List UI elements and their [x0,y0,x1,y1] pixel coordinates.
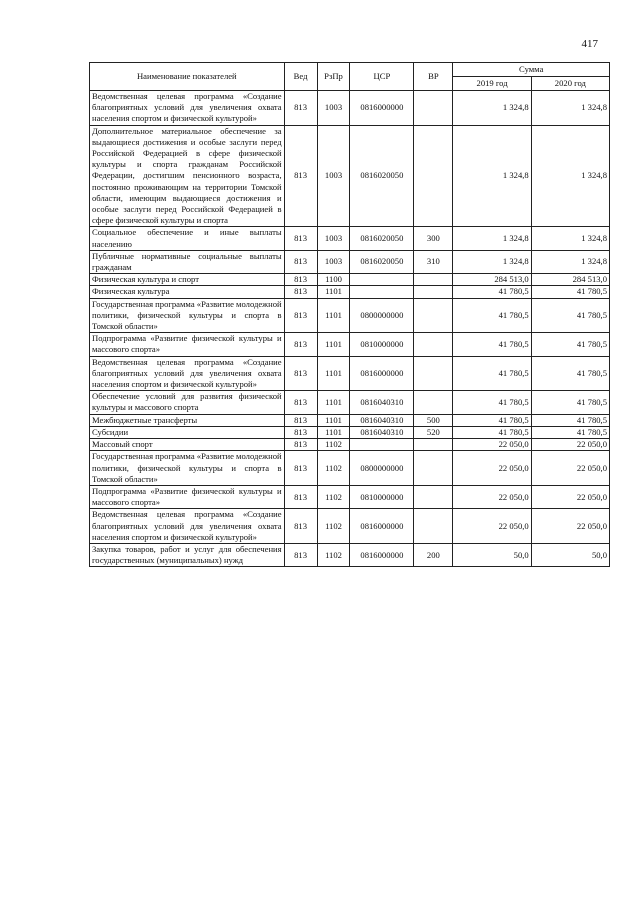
cell-vr [414,286,453,298]
cell-sum-2020: 1 324,8 [531,250,609,273]
cell-csr: 0816020050 [350,125,414,227]
cell-ved: 813 [284,250,317,273]
cell-sum-2019: 41 780,5 [453,414,531,426]
cell-name: Подпрограмма «Развитие физической культуры и массового спорта» [90,485,285,508]
cell-vr: 300 [414,227,453,250]
cell-rzpr: 1102 [317,543,350,566]
cell-ved: 813 [284,125,317,227]
cell-ved: 813 [284,333,317,356]
cell-csr: 0816040310 [350,414,414,426]
table-row [90,356,610,391]
cell-rzpr: 1102 [317,451,350,486]
cell-ved: 813 [284,227,317,250]
header-2019: 2019 год [453,77,531,91]
cell-csr: 0816020050 [350,227,414,250]
cell-vr: 200 [414,543,453,566]
cell-vr [414,298,453,333]
cell-vr [414,509,453,544]
cell-sum-2020: 22 050,0 [531,439,609,451]
cell-rzpr: 1101 [317,426,350,438]
cell-name: Государственная программа «Развитие молодежной политики, физической культуры и спорта в Томской области» [90,451,285,486]
cell-sum-2020: 41 780,5 [531,333,609,356]
cell-ved: 813 [284,391,317,414]
cell-csr: 0816000000 [350,356,414,391]
cell-sum-2019: 41 780,5 [453,298,531,333]
cell-vr [414,391,453,414]
cell-sum-2020: 50,0 [531,543,609,566]
cell-sum-2019: 41 780,5 [453,356,531,391]
cell-vr: 500 [414,414,453,426]
cell-csr [350,439,414,451]
cell-ved: 813 [284,451,317,486]
cell-ved: 813 [284,426,317,438]
cell-name: Обеспечение условий для развития физической культуры и массового спорта [90,391,285,414]
table-row [90,391,610,414]
header-csr: ЦСР [350,63,414,91]
cell-sum-2020: 41 780,5 [531,356,609,391]
cell-name: Субсидии [90,426,285,438]
cell-rzpr: 1101 [317,356,350,391]
cell-rzpr: 1101 [317,286,350,298]
cell-name: Социальное обеспечение и иные выплаты населению [90,227,285,250]
cell-sum-2019: 22 050,0 [453,485,531,508]
cell-sum-2020: 284 513,0 [531,274,609,286]
cell-sum-2019: 284 513,0 [453,274,531,286]
cell-sum-2019: 41 780,5 [453,333,531,356]
cell-name: Закупка товаров, работ и услуг для обеспечения государственных (муниципальных) нужд [90,543,285,566]
cell-ved: 813 [284,543,317,566]
cell-ved: 813 [284,91,317,126]
cell-sum-2019: 1 324,8 [453,227,531,250]
table-row [90,439,610,451]
table-row [90,543,610,566]
cell-sum-2020: 1 324,8 [531,91,609,126]
table-row [90,125,610,227]
cell-sum-2019: 41 780,5 [453,426,531,438]
table-row [90,286,610,298]
header-rzpr: РзПр [317,63,350,91]
cell-vr [414,125,453,227]
cell-rzpr: 1003 [317,250,350,273]
header-ved: Вед [284,63,317,91]
cell-vr: 310 [414,250,453,273]
cell-sum-2019: 1 324,8 [453,250,531,273]
cell-name: Массовый спорт [90,439,285,451]
cell-csr: 0816040310 [350,426,414,438]
cell-csr: 0816020050 [350,250,414,273]
cell-sum-2020: 22 050,0 [531,509,609,544]
cell-sum-2019: 41 780,5 [453,391,531,414]
table-row [90,509,610,544]
cell-sum-2019: 22 050,0 [453,509,531,544]
cell-rzpr: 1102 [317,485,350,508]
table-row [90,414,610,426]
cell-ved: 813 [284,286,317,298]
cell-csr: 0800000000 [350,298,414,333]
cell-ved: 813 [284,356,317,391]
cell-ved: 813 [284,439,317,451]
table-row [90,91,610,126]
cell-vr: 520 [414,426,453,438]
cell-rzpr: 1003 [317,227,350,250]
cell-sum-2020: 22 050,0 [531,485,609,508]
cell-rzpr: 1102 [317,509,350,544]
cell-name: Физическая культура [90,286,285,298]
cell-rzpr: 1101 [317,333,350,356]
budget-table [89,62,610,567]
cell-sum-2020: 41 780,5 [531,391,609,414]
cell-rzpr: 1100 [317,274,350,286]
cell-sum-2020: 41 780,5 [531,286,609,298]
cell-ved: 813 [284,485,317,508]
cell-vr [414,451,453,486]
table-row [90,451,610,486]
cell-name: Межбюджетные трансферты [90,414,285,426]
table-row [90,426,610,438]
table-row [90,274,610,286]
cell-sum-2019: 22 050,0 [453,439,531,451]
cell-csr: 0810000000 [350,485,414,508]
cell-csr: 0816000000 [350,509,414,544]
cell-vr [414,333,453,356]
cell-csr: 0816000000 [350,91,414,126]
cell-csr: 0816040310 [350,391,414,414]
cell-csr: 0810000000 [350,333,414,356]
cell-sum-2019: 50,0 [453,543,531,566]
cell-sum-2020: 22 050,0 [531,451,609,486]
table-row [90,250,610,273]
cell-name: Государственная программа «Развитие молодежной политики, физической культуры и спорта в Томской области» [90,298,285,333]
cell-sum-2019: 1 324,8 [453,125,531,227]
table-row [90,333,610,356]
cell-sum-2019: 22 050,0 [453,451,531,486]
table-row [90,485,610,508]
cell-vr [414,356,453,391]
header-vr: ВР [414,63,453,91]
cell-sum-2019: 1 324,8 [453,91,531,126]
cell-rzpr: 1102 [317,439,350,451]
cell-name: Ведомственная целевая программа «Создание благоприятных условий для увеличения охвата населения спортом и физической культурой» [90,356,285,391]
cell-ved: 813 [284,509,317,544]
cell-name: Ведомственная целевая программа «Создание благоприятных условий для увеличения охвата населения спортом и физической культурой» [90,509,285,544]
cell-csr [350,274,414,286]
header-sum: Сумма [453,63,610,77]
page-number: 417 [581,38,598,50]
header-2020: 2020 год [531,77,609,91]
cell-vr [414,439,453,451]
cell-sum-2020: 1 324,8 [531,227,609,250]
cell-name: Публичные нормативные социальные выплаты гражданам [90,250,285,273]
cell-name: Дополнительное материальное обеспечение за выдающиеся достижения и особые заслуги перед Российской Федерацией в сфере физической культуры и спорта гражданам Российской Федерации, достигшим пенсионного возраста, постоянно проживающим на территории Томской области, имеющим выдающиеся достижения и особые заслуги перед Российской Федерацией в сфере физической культуры и спорта [90,125,285,227]
cell-sum-2020: 1 324,8 [531,125,609,227]
cell-name: Ведомственная целевая программа «Создание благоприятных условий для увеличения охвата населения спортом и физической культурой» [90,91,285,126]
cell-name: Физическая культура и спорт [90,274,285,286]
cell-sum-2020: 41 780,5 [531,426,609,438]
cell-ved: 813 [284,298,317,333]
cell-vr [414,485,453,508]
table-row [90,227,610,250]
cell-rzpr: 1003 [317,91,350,126]
cell-vr [414,91,453,126]
cell-sum-2020: 41 780,5 [531,298,609,333]
cell-sum-2020: 41 780,5 [531,414,609,426]
cell-sum-2019: 41 780,5 [453,286,531,298]
table-body [90,91,610,567]
cell-csr [350,286,414,298]
cell-csr: 0800000000 [350,451,414,486]
cell-rzpr: 1101 [317,391,350,414]
cell-name: Подпрограмма «Развитие физической культуры и массового спорта» [90,333,285,356]
cell-rzpr: 1101 [317,414,350,426]
cell-ved: 813 [284,274,317,286]
header-name: Наименование показателей [90,63,285,91]
table-row [90,298,610,333]
cell-rzpr: 1101 [317,298,350,333]
cell-vr [414,274,453,286]
cell-rzpr: 1003 [317,125,350,227]
cell-csr: 0816000000 [350,543,414,566]
cell-ved: 813 [284,414,317,426]
